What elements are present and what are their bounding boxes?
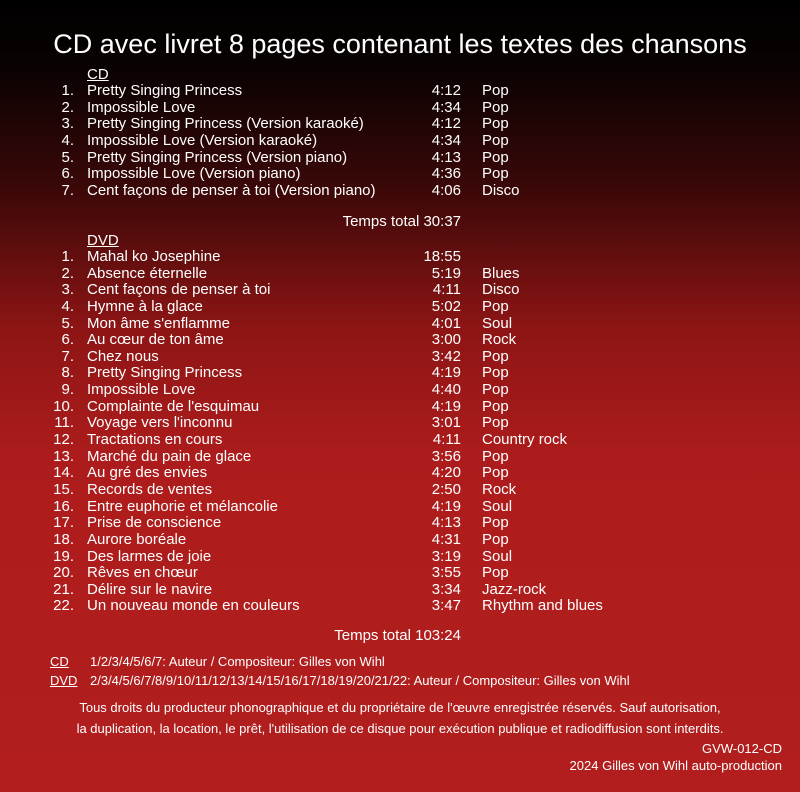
track-number: 15.	[53, 480, 74, 498]
track-number: 20.	[53, 564, 74, 582]
track-number: 21.	[53, 580, 74, 598]
track-title: Aurore boréale	[87, 530, 187, 548]
track-genre: Pop	[482, 530, 509, 548]
producer-line: 2024 Gilles von Wihl auto-production	[569, 758, 782, 773]
track-number: 2.	[61, 264, 74, 282]
page-title: CD avec livret 8 pages contenant les textes des chansons	[53, 29, 747, 59]
catalog-number: GVW-012-CD	[702, 741, 782, 756]
track-title: Chez nous	[87, 347, 159, 365]
track-duration: 2:50	[431, 480, 461, 498]
track-duration: 5:02	[431, 297, 461, 315]
track-title: Marché du pain de glace	[87, 447, 252, 465]
track-genre: Blues	[482, 264, 520, 282]
track-duration: 5:19	[431, 264, 461, 282]
track-title: Tractations en cours	[87, 431, 223, 449]
track-number: 1.	[61, 82, 74, 99]
track-genre: Soul	[482, 547, 513, 565]
track-genre: Pop	[482, 464, 509, 482]
cd-total-time: Temps total 30:37	[342, 213, 461, 230]
track-duration: 4:19	[431, 397, 461, 415]
track-title: Mahal ko Josephine	[87, 248, 221, 265]
track-number: 5.	[61, 148, 74, 166]
track-row	[0, 149, 800, 166]
track-title: Délire sur le navire	[87, 580, 213, 598]
track-title: Records de ventes	[87, 480, 213, 498]
track-number: 6.	[61, 331, 74, 349]
track-genre: Pop	[482, 564, 509, 582]
track-genre: Pop	[482, 381, 509, 399]
track-genre: Pop	[482, 115, 509, 133]
track-number: 17.	[53, 514, 74, 532]
track-row	[0, 481, 800, 498]
track-number: 14.	[53, 464, 74, 482]
track-row	[0, 115, 800, 132]
dvd-credit-line	[50, 673, 630, 689]
track-title: Voyage vers l'inconnu	[87, 414, 233, 432]
track-number: 12.	[53, 431, 74, 449]
track-row	[0, 431, 800, 448]
track-title: Impossible Love	[87, 98, 196, 116]
track-duration: 3:19	[431, 547, 461, 565]
dvd-total-time: Temps total 103:24	[334, 627, 461, 644]
track-number: 6.	[61, 165, 74, 183]
track-number: 11.	[54, 414, 74, 432]
track-genre: Disco	[482, 181, 520, 199]
track-title: Rêves en chœur	[87, 564, 198, 582]
track-title: Prise de conscience	[87, 514, 222, 532]
dvd-section-label: DVD	[87, 232, 119, 249]
track-duration: 4:13	[431, 148, 461, 166]
track-row	[0, 165, 800, 182]
track-row	[0, 464, 800, 481]
track-genre: Pop	[482, 131, 509, 149]
track-duration: 3:56	[431, 447, 461, 465]
track-row	[0, 514, 800, 531]
track-genre: Rock	[482, 480, 517, 498]
track-duration: 4:11	[432, 281, 461, 299]
track-title: Cent façons de penser à toi	[87, 281, 271, 299]
track-title: Pretty Singing Princess	[87, 82, 243, 99]
track-duration: 4:40	[431, 381, 461, 399]
track-duration: 3:42	[431, 347, 461, 365]
track-duration: 3:34	[431, 580, 461, 598]
track-number: 7.	[61, 181, 74, 199]
track-title: Impossible Love	[87, 381, 196, 399]
track-duration: 4:06	[431, 181, 461, 199]
track-title: Pretty Singing Princess (Version piano)	[87, 148, 348, 166]
track-duration: 4:34	[431, 98, 461, 116]
track-genre: Pop	[482, 98, 509, 116]
track-genre: Pop	[482, 148, 509, 166]
track-genre: Pop	[482, 397, 509, 415]
track-row	[0, 398, 800, 415]
track-number: 7.	[61, 347, 74, 365]
dvd-credit-label: DVD	[50, 673, 78, 688]
track-title: Impossible Love (Version karaoké)	[87, 131, 318, 149]
track-genre: Pop	[482, 514, 509, 532]
cd-credit-text: 1/2/3/4/5/6/7: Auteur / Compositeur: Gilles von Wihl	[90, 654, 385, 669]
track-duration: 4:12	[431, 115, 461, 133]
track-duration: 4:36	[431, 165, 461, 183]
track-duration: 3:47	[431, 597, 461, 615]
track-row	[0, 248, 800, 265]
track-row	[0, 364, 800, 381]
track-number: 5.	[61, 314, 74, 332]
track-title: Au gré des envies	[87, 464, 208, 482]
cd-section-label: CD	[87, 66, 109, 83]
track-duration: 3:00	[431, 331, 461, 349]
track-genre: Pop	[482, 364, 509, 382]
track-row	[0, 265, 800, 282]
track-number: 10.	[53, 397, 74, 415]
track-duration: 4:01	[431, 314, 461, 332]
track-row	[0, 132, 800, 149]
track-row	[0, 182, 800, 199]
track-genre: Pop	[482, 447, 509, 465]
track-number: 9.	[61, 381, 74, 399]
track-title: Des larmes de joie	[87, 547, 212, 565]
track-row	[0, 548, 800, 565]
track-title: Entre euphorie et mélancolie	[87, 497, 278, 515]
track-number: 22.	[53, 597, 74, 615]
track-duration: 4:11	[432, 431, 461, 449]
track-genre: Jazz-rock	[482, 580, 547, 598]
track-row	[0, 498, 800, 515]
track-row	[0, 581, 800, 598]
track-title: Complainte de l'esquimau	[87, 397, 260, 415]
track-number: 2.	[61, 98, 74, 116]
track-row	[0, 298, 800, 315]
track-row	[0, 531, 800, 548]
track-genre: Pop	[482, 297, 509, 315]
copyright-notice	[0, 697, 800, 739]
track-duration: 18:55	[423, 248, 461, 265]
track-duration: 3:55	[431, 564, 461, 582]
track-genre: Pop	[482, 347, 509, 365]
track-genre: Pop	[482, 414, 509, 432]
track-title: Pretty Singing Princess (Version karaoké)	[87, 115, 364, 133]
track-title: Hymne à la glace	[87, 297, 203, 315]
track-number: 18.	[53, 530, 74, 548]
track-row	[0, 414, 800, 431]
track-number: 13.	[53, 447, 74, 465]
track-row	[0, 315, 800, 332]
track-duration: 4:19	[431, 497, 461, 515]
track-row	[0, 281, 800, 298]
track-duration: 4:31	[431, 530, 461, 548]
track-number: 4.	[61, 131, 74, 149]
track-genre: Disco	[482, 281, 520, 299]
track-genre: Soul	[482, 314, 513, 332]
track-number: 3.	[61, 115, 74, 133]
track-duration: 4:20	[431, 464, 461, 482]
track-row	[0, 448, 800, 465]
track-row	[0, 597, 800, 614]
track-duration: 4:13	[431, 514, 461, 532]
track-title: Au cœur de ton âme	[87, 331, 224, 349]
dvd-credit-text: 2/3/4/5/6/7/8/9/10/11/12/13/14/15/16/17/18/19/20/21/22: Auteur / Compositeur: Gilles von Wihl	[90, 673, 630, 688]
track-number: 4.	[61, 297, 74, 315]
track-number: 19.	[53, 547, 74, 565]
track-genre: Soul	[482, 497, 513, 515]
track-row	[0, 564, 800, 581]
track-number: 1.	[61, 248, 74, 265]
track-number: 8.	[61, 364, 74, 382]
track-title: Un nouveau monde en couleurs	[87, 597, 300, 615]
copyright-line-2: la duplication, la location, le prêt, l'utilisation de ce disque pour exécution publique et radiodiffusion sont interdits.	[76, 721, 724, 736]
cd-credit-label: CD	[50, 654, 69, 669]
copyright-line-1: Tous droits du producteur phonographique et du propriétaire de l'œuvre enregistrée réservés. Sauf autorisation,	[79, 700, 721, 715]
track-title: Pretty Singing Princess	[87, 364, 243, 382]
track-number: 3.	[61, 281, 74, 299]
track-duration: 3:01	[431, 414, 461, 432]
track-title: Impossible Love (Version piano)	[87, 165, 301, 183]
track-duration: 4:34	[431, 131, 461, 149]
dvd-track-list	[0, 248, 800, 614]
track-title: Cent façons de penser à toi (Version piano)	[87, 181, 376, 199]
track-title: Absence éternelle	[87, 264, 208, 282]
track-duration: 4:19	[431, 364, 461, 382]
track-row	[0, 331, 800, 348]
track-title: Mon âme s'enflamme	[87, 314, 230, 332]
track-genre: Pop	[482, 82, 509, 99]
track-number: 16.	[53, 497, 74, 515]
track-genre: Rock	[482, 331, 517, 349]
track-row	[0, 82, 800, 99]
track-row	[0, 348, 800, 365]
track-genre: Country rock	[482, 431, 568, 449]
track-row	[0, 381, 800, 398]
cd-track-list	[0, 82, 800, 198]
track-genre: Pop	[482, 165, 509, 183]
track-genre: Rhythm and blues	[482, 597, 603, 615]
cd-credit-line	[50, 654, 385, 670]
track-duration: 4:12	[431, 82, 461, 99]
track-row	[0, 99, 800, 116]
